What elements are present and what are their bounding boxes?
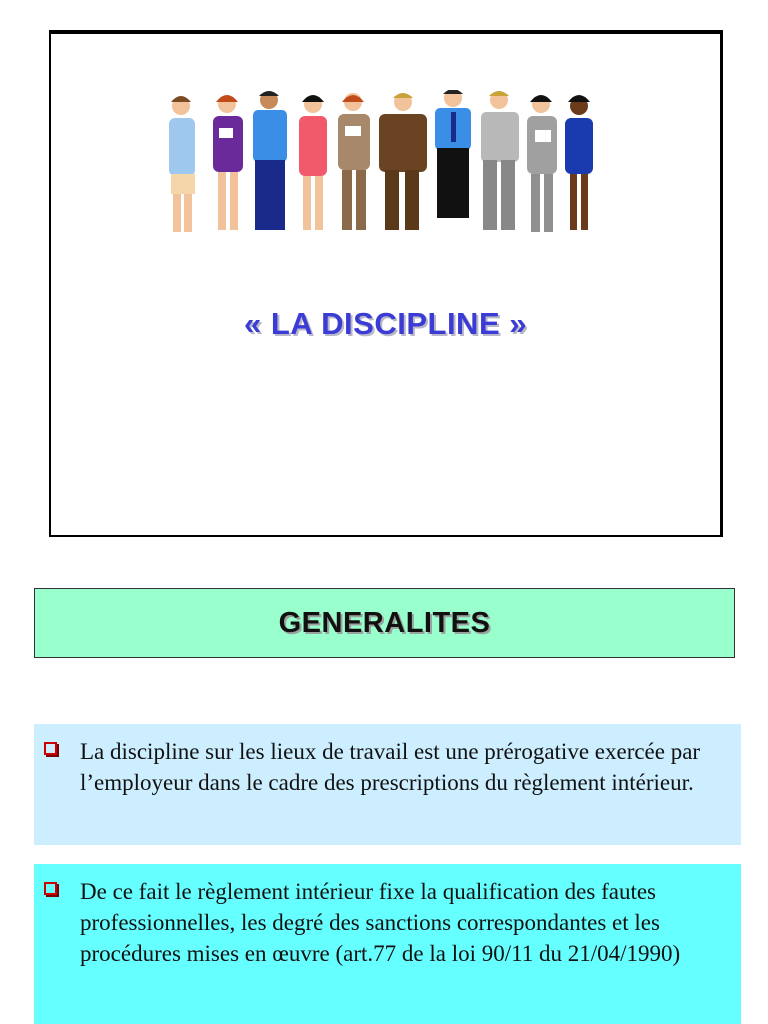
person-figure <box>481 91 519 230</box>
person-figure <box>379 93 427 230</box>
section-heading: GENERALITES <box>278 606 491 639</box>
person-figure <box>338 93 370 230</box>
person-figure <box>565 95 593 230</box>
title-slide <box>49 30 723 537</box>
person-figure <box>435 90 471 218</box>
person-figure <box>253 91 287 230</box>
square-bullet-icon <box>44 742 57 755</box>
section-heading-banner <box>34 588 735 658</box>
person-figure <box>299 95 327 230</box>
bullet-item <box>34 724 741 845</box>
business-people-illustration <box>151 90 611 250</box>
person-figure <box>169 96 195 232</box>
bullet-text: La discipline sur les lieux de travail est une prérogative exercée par l’employeur dans le cadre des prescriptions du règlement intérieur. <box>80 739 701 795</box>
person-figure <box>213 95 243 230</box>
square-bullet-icon <box>44 882 57 895</box>
bullet-item <box>34 864 741 1024</box>
slide-title: « LA DISCIPLINE » <box>244 306 527 341</box>
person-figure <box>527 95 557 232</box>
bullet-text: De ce fait le règlement intérieur fixe la qualification des fautes professionnelles, les degré des sanctions correspondantes et les procédures mises en œuvre (art.77 de la loi 90/11 du 21/04/1990) <box>80 879 681 966</box>
